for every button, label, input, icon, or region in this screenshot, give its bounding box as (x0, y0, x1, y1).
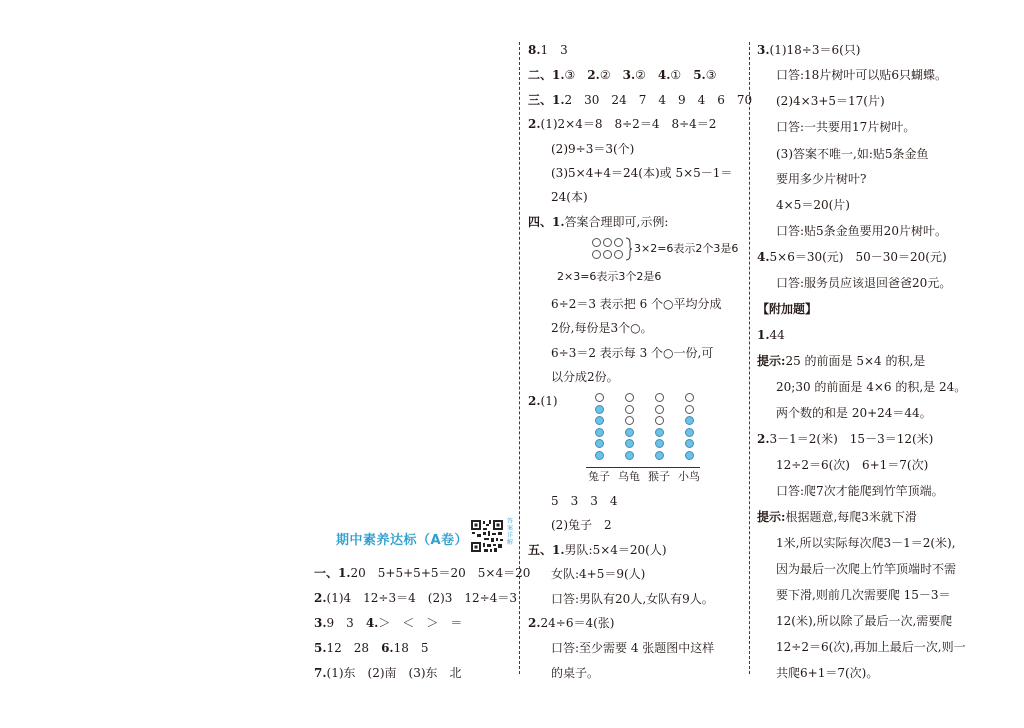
answer-text: 12÷2＝6(次) 6+1＝7(次) (776, 458, 929, 472)
answer-line (528, 117, 716, 131)
answer-line (551, 297, 722, 311)
answer-line (776, 224, 947, 238)
answer-text: (2)9÷3＝3(个) (551, 142, 635, 156)
answer-text: 18 5 (393, 641, 429, 655)
answer-text: 因为最后一次爬上竹竿顶端时不需 (776, 562, 957, 576)
question-number: 1. (757, 328, 770, 342)
question-number: 2. (528, 616, 541, 630)
question-number: 5. (314, 641, 327, 655)
answer-text: (1)东 (2)南 (3)东 北 (326, 666, 462, 680)
answer-line (551, 494, 618, 508)
section-title: 期中素养达标（A卷） (336, 533, 469, 548)
pictograph-circle (595, 405, 604, 414)
answer-text: 口答:爬7次才能爬到竹竿顶端。 (776, 484, 944, 498)
answer-line (776, 458, 928, 472)
answer-line (757, 43, 861, 57)
answer-line (776, 94, 885, 108)
pictograph-circle (595, 451, 604, 460)
answer-text: 1 3 (540, 43, 568, 57)
question-number: 7. (314, 666, 327, 680)
answer-line (776, 562, 956, 576)
answer-line (776, 588, 951, 602)
answer-line (776, 120, 915, 134)
answer-text: 24(本) (551, 190, 588, 204)
answer-line (776, 276, 951, 290)
question-number: 五、1. (528, 543, 565, 557)
answer-text: ② (599, 68, 623, 82)
answer-line (757, 432, 933, 446)
answer-text: 2 30 24 7 4 9 4 6 70 (564, 93, 753, 107)
answer-text: 答案合理即可,示例: (564, 215, 669, 229)
answer-line (528, 68, 716, 82)
pictograph-circle (655, 393, 664, 402)
answer-text: 以分成2份。 (551, 370, 619, 384)
answer-text: 两个数的和是 20+24＝44。 (776, 406, 932, 420)
answer-text: 12 28 (326, 641, 382, 655)
answer-line (551, 190, 588, 204)
answer-line (528, 543, 667, 557)
question-number: 一、1. (314, 566, 351, 580)
answer-text: (3)5×4+4＝24(本)或 5×5－1＝ (551, 166, 733, 180)
answer-line (551, 592, 714, 606)
pictograph-circle (625, 439, 634, 448)
answer-text: ① (670, 68, 694, 82)
pictograph-label: 乌龟 (618, 470, 640, 483)
column-divider-right (749, 42, 750, 674)
pictograph-circle (685, 451, 694, 460)
answer-line (757, 302, 817, 316)
answer-line (776, 640, 966, 654)
pictograph-label: 兔子 (588, 470, 610, 483)
answer-text: 口答:男队有20人,女队有9人。 (551, 592, 714, 606)
answer-line (528, 616, 615, 630)
pictograph-circle (685, 405, 694, 414)
answer-line (776, 536, 956, 550)
question-number: 3. (622, 68, 636, 82)
pictograph-circle (655, 439, 664, 448)
answer-text: ② (635, 68, 658, 82)
answer-text: 共爬6+1＝7(次)。 (776, 666, 879, 680)
question-number: 4. (365, 616, 379, 630)
question-number: 2. (528, 117, 541, 131)
question-number: 3. (314, 616, 327, 630)
answer-text: 3－1＝2(米) 15－3＝12(米) (769, 432, 934, 446)
answer-text: 的桌子。 (551, 666, 600, 680)
figure-equation-1: 3×2=6表示2个3是6 (634, 242, 739, 255)
answer-line (528, 215, 668, 229)
answer-text: 6÷2＝3 表示把 6 个○平均分成 (551, 297, 722, 311)
answer-text: (2)兔子 2 (551, 518, 612, 532)
figure-equation-2: 2×3=6表示3个2是6 (557, 270, 662, 283)
answer-text: 25 的前面是 5×4 的积,是 (785, 354, 926, 368)
pictograph-label: 小鸟 (678, 470, 700, 483)
question-number: 【附加题】 (757, 302, 818, 316)
answer-text: 20 5+5+5+5＝20 5×4＝20 (350, 566, 531, 580)
answer-text: 根据题意,每爬3米就下滑 (785, 510, 917, 524)
answer-line (528, 394, 558, 408)
question-number: 4. (757, 250, 770, 264)
answer-line (551, 370, 619, 384)
pictograph-circle (595, 439, 604, 448)
answer-text: (1)4 12÷3＝4 (2)3 12÷4＝3 (326, 591, 517, 605)
answer-line (757, 354, 925, 368)
pictograph-circle (595, 393, 604, 402)
answer-text: (1)2×4＝8 8÷2＝4 8÷4＝2 (540, 117, 717, 131)
answer-text: ③ (564, 68, 588, 82)
answer-line (757, 328, 785, 342)
answer-text: 4×5＝20(片) (776, 198, 850, 212)
answer-text: 1米,所以实际每次爬3－1＝2(米), (776, 536, 956, 550)
answer-line (314, 591, 517, 605)
pictograph-circle (655, 405, 664, 414)
answer-text: 44 (769, 328, 785, 342)
pictograph-circle (685, 416, 694, 425)
answer-text: 女队:4+5＝9(人) (551, 567, 646, 581)
answer-line (757, 250, 947, 264)
answer-line (528, 43, 568, 57)
answer-line (776, 614, 952, 628)
pictograph-circle (655, 416, 664, 425)
pictograph-circle (625, 405, 634, 414)
answer-line (551, 142, 634, 156)
qr-caption: 答案详解 (507, 518, 514, 546)
answer-text: 口答:至少需要 4 张题图中这样 (551, 641, 715, 655)
answer-line (551, 518, 612, 532)
question-number: 3. (757, 43, 770, 57)
answer-line (551, 321, 653, 335)
pictograph-circle (625, 451, 634, 460)
answer-text: 要用多少片树叶? (776, 172, 867, 186)
pictograph-label: 猴子 (648, 470, 670, 483)
question-number: 2. (528, 394, 541, 408)
answer-line (551, 666, 599, 680)
answer-text: 24÷6＝4(张) (540, 616, 615, 630)
answer-text: (1) (540, 394, 558, 408)
qr-code-icon (470, 519, 504, 553)
answer-line (551, 567, 645, 581)
question-number: 6. (381, 641, 394, 655)
pictograph-circle (655, 428, 664, 437)
pictograph-circle (655, 451, 664, 460)
answer-line (776, 484, 944, 498)
pictograph-circle (685, 428, 694, 437)
question-number: 8. (528, 43, 541, 57)
answer-line (776, 147, 929, 161)
answer-line (776, 172, 866, 186)
answer-text: (2)4×3+5＝17(片) (776, 94, 885, 108)
answer-line (776, 406, 932, 420)
answer-text: 男队:5×4＝20(人) (564, 543, 667, 557)
question-number: 2. (314, 591, 327, 605)
answer-text: 5×6＝30(元) 50－30＝20(元) (769, 250, 947, 264)
pictograph-circle (625, 428, 634, 437)
answer-line (314, 666, 462, 680)
pictograph-circle (625, 393, 634, 402)
answer-line (314, 566, 530, 580)
answer-text: 6÷3＝2 表示每 3 个○一份,可 (551, 346, 714, 360)
answer-line (776, 68, 947, 82)
answer-text: 口答:18片树叶可以贴6只蝴蝶。 (776, 68, 947, 82)
question-number: 5. (693, 68, 706, 82)
answer-line (314, 616, 462, 630)
answer-text: 2份,每份是3个○。 (551, 321, 653, 335)
answer-line (776, 198, 850, 212)
answer-text: 口答:服务员应该退回爸爸20元。 (776, 276, 952, 290)
answer-text: ③ (705, 68, 717, 82)
question-number: 提示: (757, 510, 786, 524)
pictograph-baseline (586, 467, 700, 468)
pictograph (586, 390, 706, 488)
answer-line (551, 641, 714, 655)
question-number: 4. (657, 68, 671, 82)
question-number: 提示: (757, 354, 786, 368)
question-number: 2. (757, 432, 770, 446)
pictograph-circle (625, 416, 634, 425)
answer-text: 5 3 3 4 (551, 494, 618, 508)
pictograph-circle (595, 428, 604, 437)
answer-text: ＞ ＜ ＞ ＝ (378, 616, 463, 630)
answer-text: 20;30 的前面是 4×6 的积,是 24。 (776, 380, 967, 394)
pictograph-circle (685, 439, 694, 448)
answer-text: 要下滑,则前几次需要爬 15－3＝ (776, 588, 951, 602)
answer-line (776, 380, 966, 394)
question-number: 四、1. (528, 215, 565, 229)
answer-line (528, 93, 752, 107)
answer-text: (3)答案不唯一,如:贴5条金鱼 (776, 147, 929, 161)
answer-text: 口答:贴5条金鱼要用20片树叶。 (776, 224, 947, 238)
answer-text: 9 3 (326, 616, 366, 630)
pictograph-circle (595, 416, 604, 425)
answer-text: 口答:一共要用17片树叶。 (776, 120, 916, 134)
answer-line (551, 166, 732, 180)
question-number: 三、1. (528, 93, 565, 107)
question-number: 二、1. (528, 68, 565, 82)
question-number: 2. (587, 68, 600, 82)
answer-line (776, 666, 878, 680)
answer-line (551, 346, 713, 360)
answer-text: 12÷2＝6(次),再加上最后一次,则一 (776, 640, 966, 654)
answer-text: 12(米),所以除了最后一次,需要爬 (776, 614, 953, 628)
answer-line (314, 641, 429, 655)
answer-text: (1)18÷3＝6(只) (769, 43, 861, 57)
pictograph-circle (685, 393, 694, 402)
answer-line (757, 510, 917, 524)
